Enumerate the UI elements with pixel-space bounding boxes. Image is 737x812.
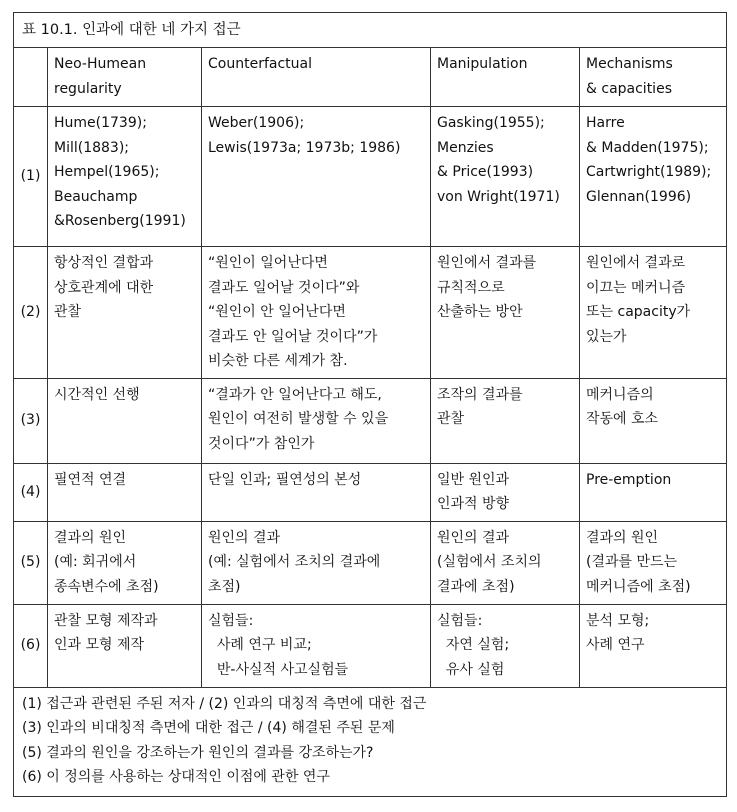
cell-line: 결과의 원인	[54, 529, 127, 546]
note-line: (3) 인과의 비대칭적 측면에 대한 접근 / (4) 해결된 주된 문제	[22, 720, 395, 737]
note-line: (1) 접근과 관련된 주된 저자 / (2) 인과의 대칭적 측면에 대한 접근	[22, 695, 427, 712]
title-row	[14, 13, 727, 48]
row-number: (1)	[14, 107, 48, 247]
cell-line: 원인이 여전히 발생할 수 있을	[208, 411, 389, 427]
table-cell	[48, 521, 202, 604]
table-cell	[431, 521, 580, 604]
cell-line: 작동에 호소	[586, 411, 659, 427]
header-line: Counterfactual	[208, 56, 312, 72]
cell-line: 관찰 모형 제작과	[54, 612, 158, 629]
table-row	[14, 604, 727, 687]
table-cell	[580, 604, 727, 687]
table-cell	[431, 378, 580, 463]
cell-line: 인과 모형 제작	[54, 637, 145, 653]
cell-line: 이끄는 메커니즘	[586, 279, 686, 296]
cell-line: 관찰	[437, 411, 465, 427]
cell-line: 분석 모형;	[586, 612, 650, 629]
table-cell	[431, 107, 580, 247]
table-cell	[202, 604, 431, 687]
cell-line: & Price(1993)	[437, 164, 534, 180]
header-line: Neo-Humean	[54, 56, 147, 72]
header-line: Mechanisms	[586, 56, 673, 72]
header-line: Manipulation	[437, 56, 528, 72]
cell-line: 결과의 원인	[586, 529, 659, 546]
cell-line: 또는 capacity가	[586, 304, 691, 320]
table-row	[14, 463, 727, 521]
cell-line: 실험들:	[208, 612, 254, 629]
table-cell	[580, 378, 727, 463]
cell-line: &Rosenberg(1991)	[54, 213, 186, 229]
cell-line: & Madden(1975);	[586, 139, 709, 156]
cell-line: 메커니즘의	[586, 386, 654, 403]
cell-line: “원인이 안 일어난다면	[208, 304, 346, 320]
header-neo-humean	[48, 48, 202, 107]
table-cell	[580, 107, 727, 247]
cell-line: 사례 연구 비교;	[208, 637, 312, 653]
note-line: (6) 이 정의를 사용하는 상대적인 이점에 관한 연구	[22, 769, 330, 786]
header-row	[14, 48, 727, 107]
cell-line: 인과적 방향	[437, 496, 510, 512]
cell-line: (예: 회귀에서	[54, 554, 137, 570]
row-number: (4)	[14, 463, 48, 521]
cell-line: 상호관계에 대한	[54, 279, 154, 296]
cell-line: Pre-emption	[586, 471, 672, 488]
cell-line: 항상적인 결합과	[54, 255, 154, 271]
table-row	[14, 247, 727, 379]
cell-line: 초점)	[208, 578, 241, 595]
cell-line: 원인에서 결과로	[586, 255, 686, 271]
cell-line: 종속변수에 초점)	[54, 578, 159, 595]
header-mechanisms	[580, 48, 727, 107]
header-manipulation	[431, 48, 580, 107]
header-line: regularity	[54, 80, 122, 97]
cell-line: 사례 연구	[586, 637, 645, 653]
cell-line: 단일 인과; 필연성의 본성	[208, 471, 362, 488]
notes-row	[14, 687, 727, 796]
cell-line: (실험에서 조치의	[437, 554, 542, 570]
table-cell	[202, 247, 431, 379]
cell-line: 결과도 안 일어날 것이다”가	[208, 328, 378, 345]
cell-line: Harre	[586, 115, 625, 131]
cell-line: 필연적 연결	[54, 471, 127, 488]
cell-line: (예: 실험에서 조치의 결과에	[208, 554, 381, 570]
table-row	[14, 107, 727, 247]
cell-line: 시간적인 선행	[54, 386, 140, 403]
row-number: (2)	[14, 247, 48, 379]
cell-line: 메커니즘에 초점)	[586, 578, 691, 595]
header-empty-cell	[14, 48, 48, 107]
table-notes	[14, 687, 727, 796]
cell-line: 규칙적으로	[437, 279, 505, 296]
cell-line: 있는가	[586, 328, 627, 345]
table-cell	[48, 463, 202, 521]
table-cell	[48, 604, 202, 687]
table-cell	[48, 107, 202, 247]
table-title: 표 10.1. 인과에 대한 네 가지 접근	[14, 13, 727, 48]
cell-line: Gasking(1955);	[437, 115, 545, 131]
cell-line: 원인의 결과	[437, 529, 510, 546]
row-number: (3)	[14, 378, 48, 463]
note-line: (5) 결과의 원인을 강조하는가 원인의 결과를 강조하는가?	[22, 744, 374, 761]
cell-line: Lewis(1973a; 1973b; 1986)	[208, 139, 401, 156]
table-cell	[202, 521, 431, 604]
table-cell	[580, 247, 727, 379]
cell-line: 일반 원인과	[437, 471, 510, 488]
cell-line: 산출하는 방안	[437, 304, 523, 320]
table-cell	[580, 463, 727, 521]
cell-line: 것이다”가 참인가	[208, 435, 315, 452]
row-number: (5)	[14, 521, 48, 604]
cell-line: 실험들:	[437, 612, 483, 629]
table-cell	[431, 604, 580, 687]
cell-line: Hempel(1965);	[54, 164, 160, 180]
cell-line: von Wright(1971)	[437, 188, 560, 205]
cell-line: 원인의 결과	[208, 529, 281, 546]
cell-line: Hume(1739);	[54, 115, 147, 131]
cell-line: “원인이 일어난다면	[208, 255, 328, 271]
header-line: & capacities	[586, 80, 672, 97]
cell-line: 조작의 결과를	[437, 386, 523, 403]
cell-line: 자연 실험;	[437, 637, 510, 653]
cell-line: 결과도 일어날 것이다”와	[208, 279, 360, 296]
cell-line: (결과를 만드는	[586, 554, 678, 570]
table-cell	[431, 463, 580, 521]
table-row	[14, 521, 727, 604]
table-cell	[580, 521, 727, 604]
table-cell	[202, 378, 431, 463]
cell-line: 유사 실험	[437, 661, 505, 678]
row-number: (6)	[14, 604, 48, 687]
cell-line: “결과가 안 일어난다고 해도,	[208, 386, 382, 403]
cell-line: 결과에 초점)	[437, 578, 515, 595]
cell-line: Cartwright(1989);	[586, 164, 712, 180]
approaches-table	[13, 12, 727, 797]
cell-line: Menzies	[437, 139, 494, 156]
table-cell	[202, 107, 431, 247]
cell-line: 원인에서 결과를	[437, 255, 537, 271]
table-cell	[202, 463, 431, 521]
table-body	[14, 13, 727, 797]
cell-line: 비슷한 다른 세계가 참.	[208, 353, 348, 369]
cell-line: 관찰	[54, 304, 82, 320]
table-cell	[431, 247, 580, 379]
cell-line: Mill(1883);	[54, 139, 130, 156]
table-cell	[48, 378, 202, 463]
cell-line: Beauchamp	[54, 188, 138, 205]
cell-line: 반-사실적 사고실험들	[208, 661, 349, 678]
cell-line: Glennan(1996)	[586, 188, 692, 205]
cell-line: Weber(1906);	[208, 115, 305, 131]
table-row	[14, 378, 727, 463]
header-counterfactual	[202, 48, 431, 107]
table-cell	[48, 247, 202, 379]
